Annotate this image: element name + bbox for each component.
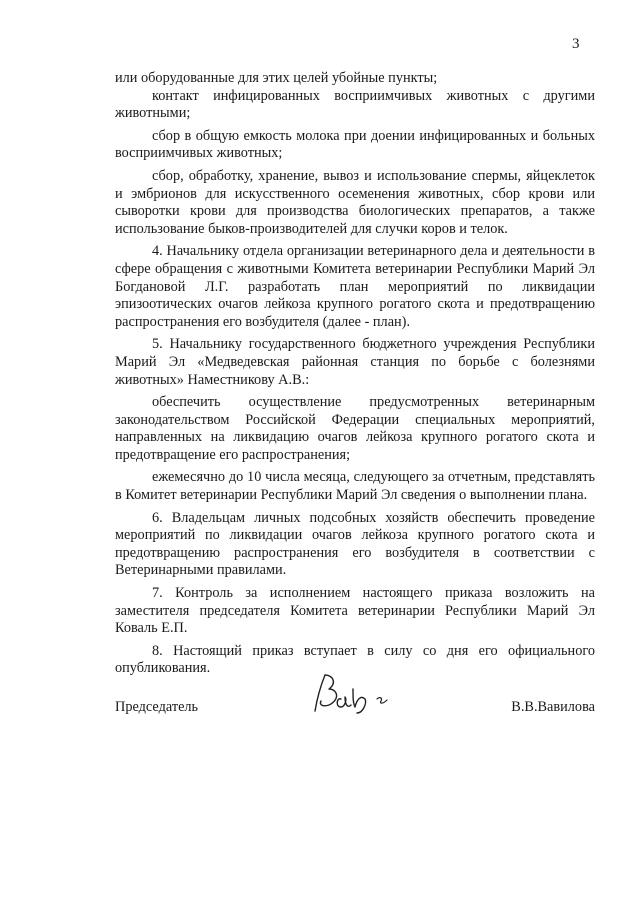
paragraph-1: или оборудованные для этих целей убойные пункты; (115, 70, 438, 86)
signature-block (115, 691, 595, 731)
page-number: 3 (572, 36, 580, 52)
paragraph-item-7: 7. Контроль за исполнением настоящего приказа возложить на заместителя председателя Комитета ветеринарии Республики Марий Эл Коваль Е.П. (115, 585, 595, 637)
paragraph-item-8: 8. Настоящий приказ вступает в силу со дня его официального опубликования. (115, 642, 595, 677)
paragraph-item-5-b: ежемесячно до 10 числа месяца, следующего за отчетным, представлять в Комитет ветеринарии Республики Марий Эл сведения о выполнении плана. (115, 469, 595, 504)
signer-title: Председатель (115, 699, 199, 715)
paragraph-3: сбор в общую емкость молока при доении инфицированных и больных восприимчивых животных; (115, 127, 595, 162)
handwritten-signature (307, 669, 397, 719)
paragraph-item-5-a: обеспечить осуществление предусмотренных ветеринарным законодательством Российской Федерации специальных мероприятий, направленных на ликвидацию очагов лейкоза крупного рогатого скота и предотвращение его распространения; (115, 394, 595, 463)
paragraph-item-4: 4. Начальнику отдела организации ветеринарного дела и деятельности в сфере обращения с животными Комитета ветеринарии Республики Марий Эл Богдановой Л.Г. разработать план мероприятий по ликвидации эпизоотических очагов лейкоза крупного рогатого скота и предотвращению распространения его возбудителя (далее - план). (115, 243, 595, 330)
paragraph-4: сбор, обработку, хранение, вывоз и использование спермы, яйцеклеток и эмбрионов для искусственного осеменения животных, сбор крови или сыворотки крови для производства биологических препаратов, а также использование быков-производителей для случки коров и телок. (115, 167, 595, 237)
paragraph-item-6: 6. Владельцам личных подсобных хозяйств обеспечить проведение мероприятий по ликвидации очагов лейкоза крупного рогатого скота и предотвращению распространения его возбудителя в соответствии с Ветеринарными правилами. (115, 509, 595, 579)
paragraph-2: контакт инфицированных восприимчивых животных с другими животными; (115, 87, 595, 122)
document-body (115, 70, 595, 678)
paragraph-item-5: 5. Начальнику государственного бюджетного учреждения Республики Марий Эл «Медведевская районная станция по борьбе с болезнями животных» Наместникову А.В.: (115, 336, 595, 388)
signer-name: В.В.Вавилова (511, 699, 595, 715)
